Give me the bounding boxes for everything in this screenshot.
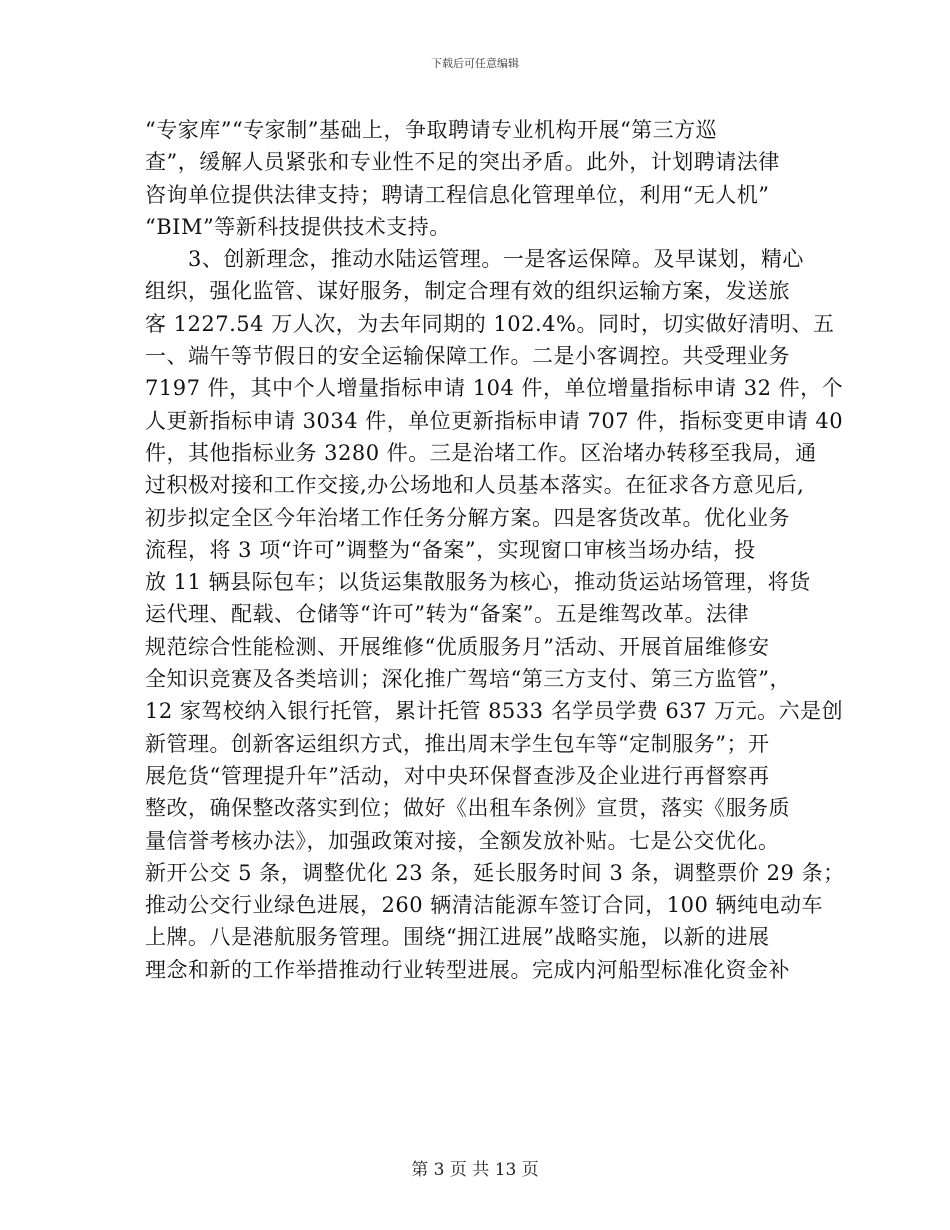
text-line: 初步拟定全区今年治堵工作任务分解方案。四是客货改革。优化业务	[145, 505, 790, 530]
text-line: 3、创新理念，推动水陆运管理。一是客运保障。及早谋划，精心	[145, 247, 804, 272]
text-line: 运代理、配载、仓储等“许可”转为“备案”。五是维驾改革。法律	[145, 602, 749, 627]
document-body	[145, 114, 845, 986]
text-line: 件，其他指标业务 3280 件。三是治堵工作。区治堵办转移至我局，通	[145, 440, 817, 465]
text-line: 量信誉考核办法》，加强政策对接，全额发放补贴。七是公交优化。	[145, 828, 780, 853]
text-line: 新管理。创新客运组织方式，推出周末学生包车等“定制服务”；开	[145, 731, 770, 756]
text-line: 展危货“管理提升年”活动，对中央环保督查涉及企业进行再督察再	[145, 763, 770, 788]
text-line: 组织，强化监管、谋好服务，制定合理有效的组织运输方案，发送旅	[145, 279, 790, 304]
text-line: 一、端午等节假日的安全运输保障工作。二是小客调控。共受理业务	[145, 344, 790, 369]
text-line: 人更新指标申请 3034 件，单位更新指标申请 707 件，指标变更申请 40	[145, 408, 844, 433]
text-line: 7197 件，其中个人增量指标申请 104 件，单位增量指标申请 32 件，个	[145, 376, 844, 401]
text-line: “专家库”“专家制”基础上，争取聘请专业机构开展“第三方巡	[145, 118, 718, 142]
text-line: 全知识竞赛及各类培训；深化推广驾培“第三方支付、第三方监管”，	[145, 667, 791, 692]
text-line: 查”，缓解人员紧张和专业性不足的突出矛盾。此外，计划聘请法律	[145, 150, 780, 175]
text-line: 理念和新的工作举措推动行业转型进展。完成内河船型标准化资金补	[145, 957, 790, 982]
text-line: 整改，确保整改落实到位；做好《出租车条例》宣贯，落实《服务质	[145, 796, 790, 821]
text-line: 规范综合性能检测、开展维修“优质服务月”活动、开展首届维修安	[145, 634, 770, 659]
text-line: 咨询单位提供法律支持；聘请工程信息化管理单位，利用“无人机”	[145, 182, 770, 207]
text-line: 过积极对接和工作交接,办公场地和人员基本落实。在征求各方意见后,	[145, 473, 805, 498]
text-line: 12 家驾校纳入银行托管，累计托管 8533 名学员学费 637 万元。六是创	[145, 699, 844, 724]
text-line: 上牌。八是港航服务管理。围绕“拥江进展”战略实施，以新的进展	[145, 925, 770, 950]
page-footer: 第 3 页 共 13 页	[411, 1160, 539, 1180]
text-line: 客 1227.54 万人次，为去年同期的 102.4%。同时，切实做好清明、五	[145, 311, 835, 336]
text-line: 流程，将 3 项“许可”调整为“备案”，实现窗口审核当场办结，投	[145, 537, 756, 562]
text-line: “BIM”等新科技提供技术支持。	[145, 214, 451, 239]
page-header: 下载后可任意编辑	[431, 57, 519, 70]
text-line: 推动公交行业绿色进展，260 辆清洁能源车签订合同，100 辆纯电动车	[145, 893, 824, 918]
text-line: 放 11 辆县际包车；以货运集散服务为核心，推动货运站场管理，将货	[145, 570, 811, 595]
text-line: 新开公交 5 条，调整优化 23 条，延长服务时间 3 条，调整票价 29 条；	[145, 860, 845, 885]
